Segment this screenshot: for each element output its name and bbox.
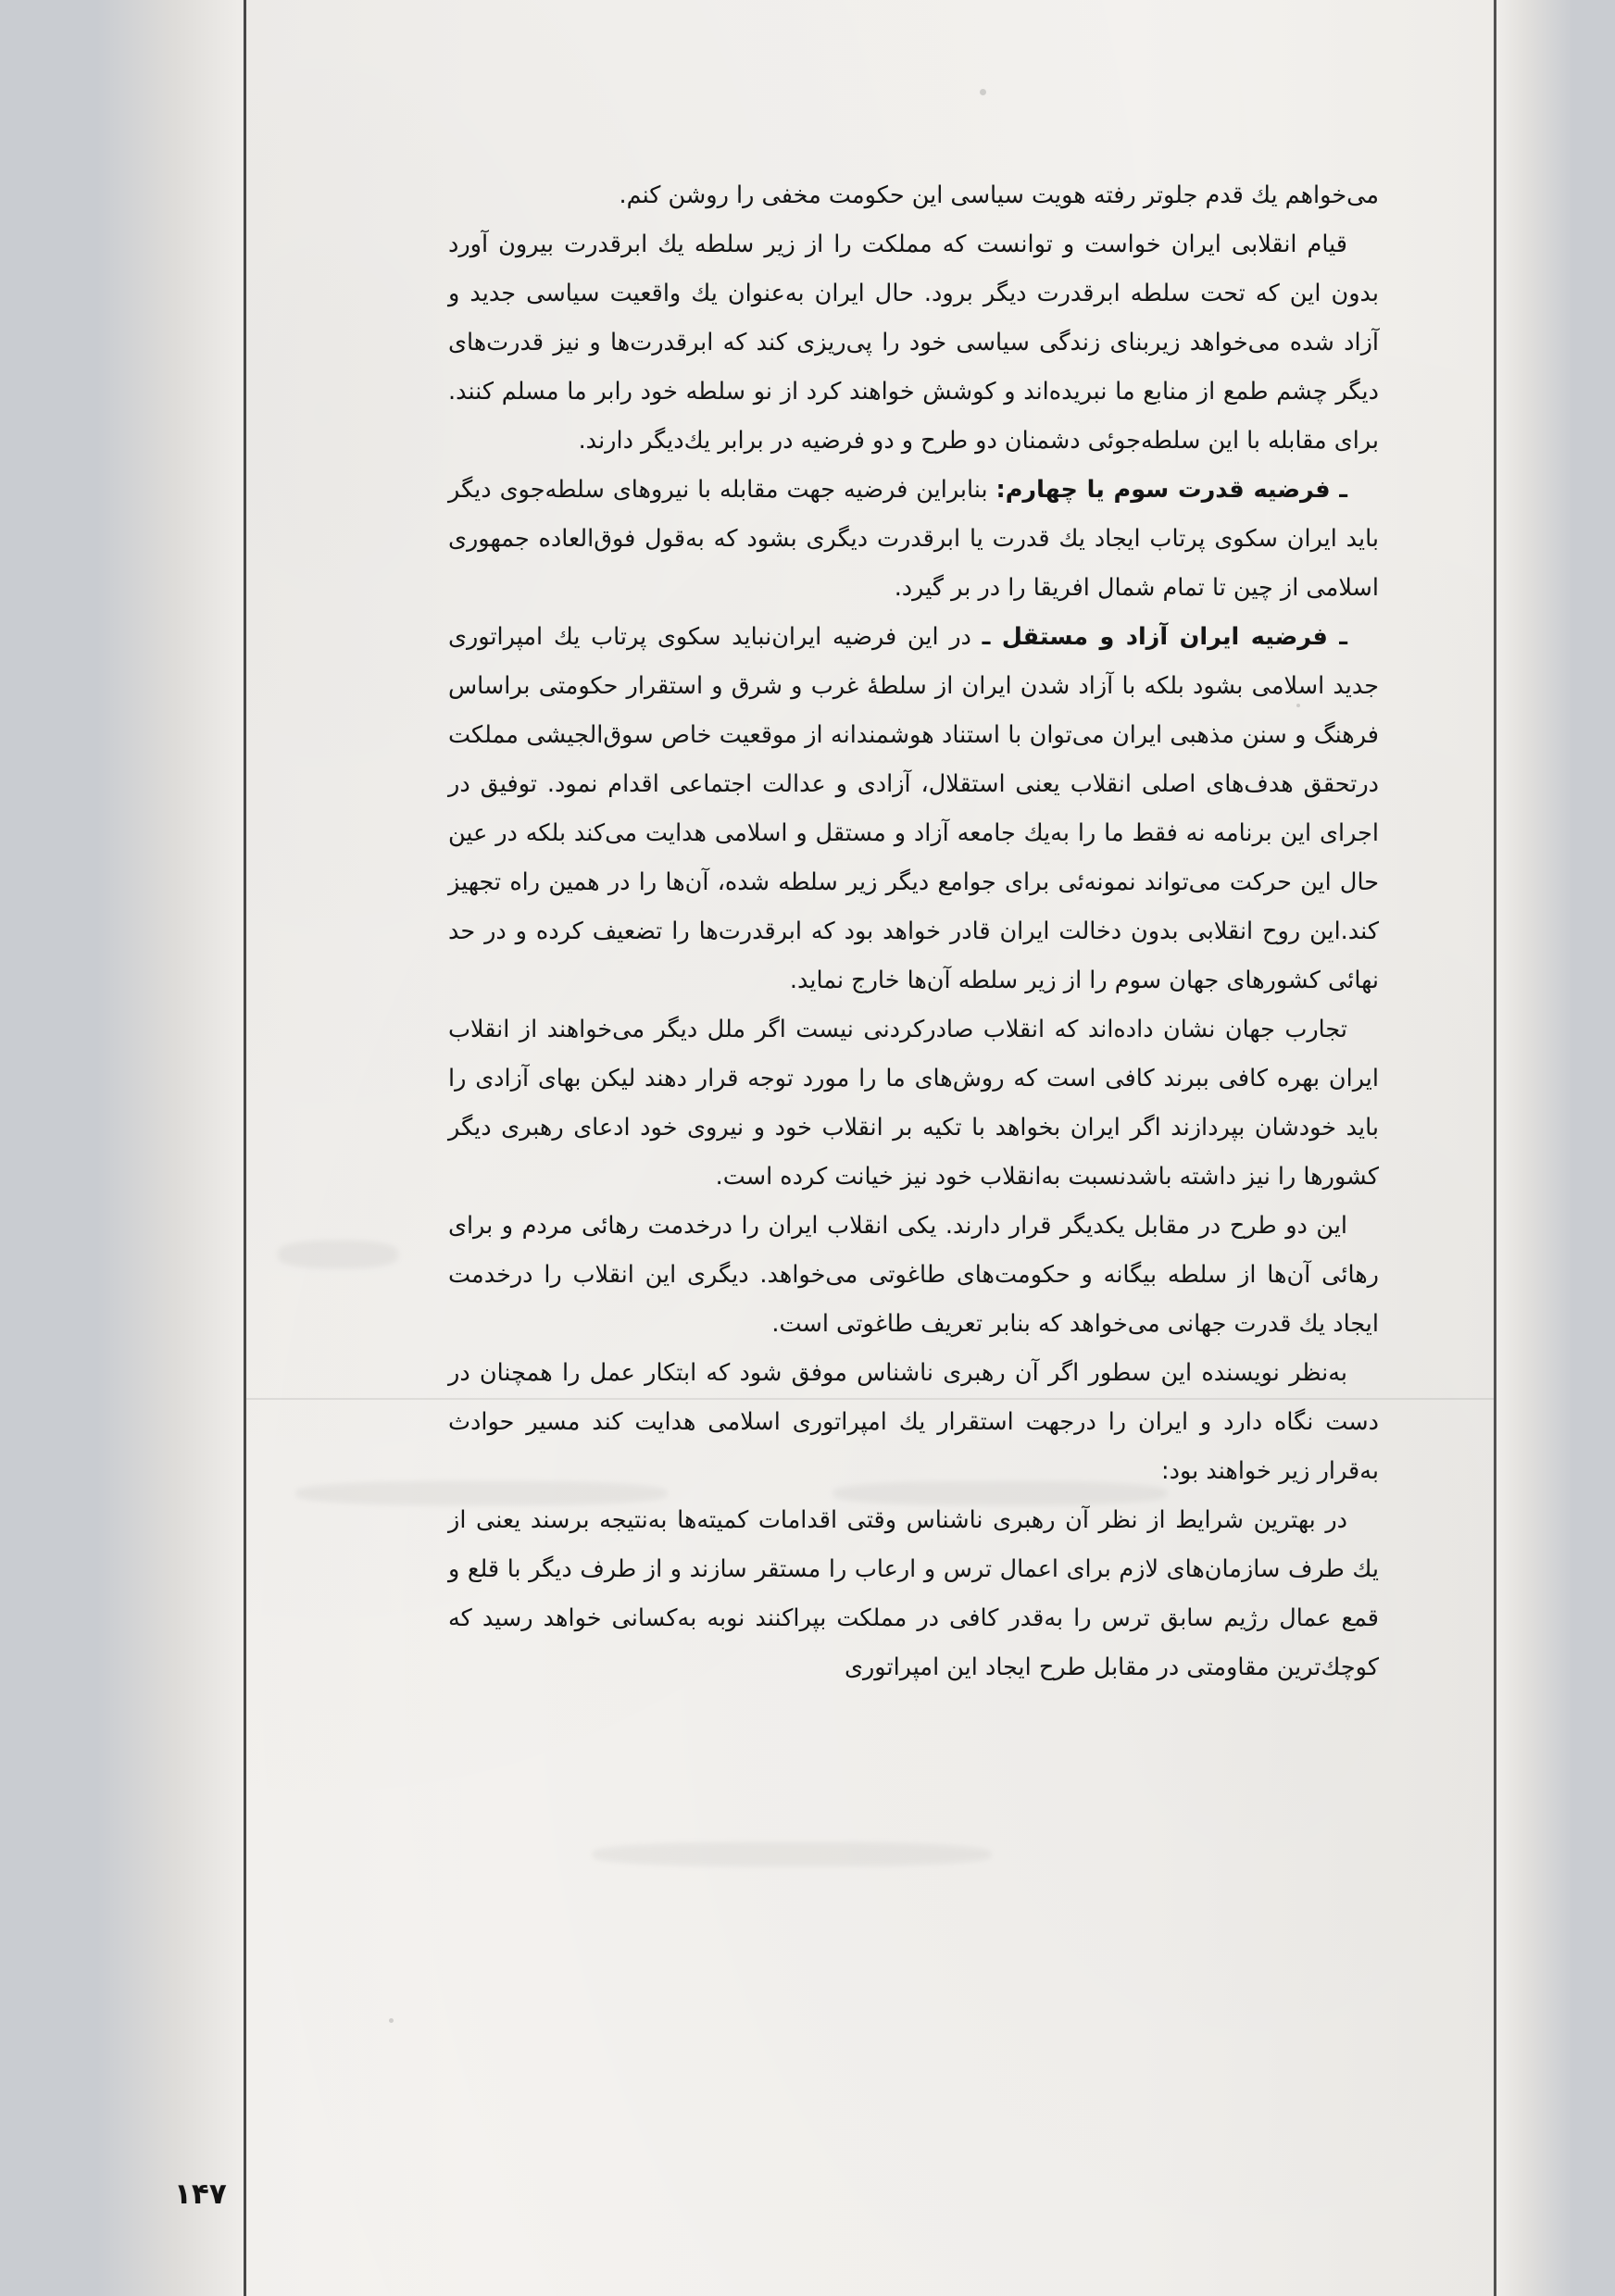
left-gutter bbox=[0, 0, 243, 2296]
paragraph-with-lead bbox=[448, 613, 1379, 1005]
scan-speck bbox=[980, 89, 986, 95]
paragraph: به‌نظر نویسنده این سطور اگر آن رهبری ناشناس موفق شود كه ابتكار عمل را همچنان در دست نگاه دارد و ایران را درجهت استقرار یك امپراتوری اسلامی هدایت كند مسیر حوادث به‌قرار زیر خواهند بود: bbox=[448, 1359, 1379, 1485]
right-vertical-rule bbox=[1494, 0, 1496, 2296]
scan-speck bbox=[389, 2018, 394, 2023]
paragraph: در بهترین شرایط از نظر آن رهبری ناشناس وقتی اقدامات كمیته‌ها به‌نتیجه برسند یعنی از یك طرف سازمان‌های لازم برای اعمال ترس و ارعاب را مستقر سازند و از طرف دیگر با قلع و قمع عمال رژیم سابق ترس را به‌قدر كافی در مملكت بپراكنند نوبه به‌كسانی خواهد رسید كه كوچك‌ترین مقاومتی در مقابل طرح ایجاد این امپراتوری bbox=[448, 1506, 1379, 1681]
paragraph-body: بنابراین فرضیه جهت مقابله با نیروهای سلطه‌جوی دیگر باید ایران سكوی پرتاب ایجاد یك قدرت یا ابرقدرت دیگری بشود كه به‌قول فوق‌العاده جمهوری اسلامی از چین تا تمام شمال افریقا را در بر گیرد. bbox=[448, 476, 1379, 602]
paragraph: می‌خواهم یك قدم جلوتر رفته هویت سیاسی این حكومت مخفی را روشن كنم. bbox=[619, 181, 1379, 209]
paragraph: قیام انقلابی ایران خواست و توانست كه مملكت را از زیر سلطه یك ابرقدرت بیرون آورد بدون این كه تحت سلطه ابرقدرت دیگر برود. حال ایران به‌عنوان یك واقعیت سیاسی جدید و آزاد شده می‌خواهد زیربنای زندگی سیاسی خود را پی‌ریزی كند كه ابرقدرت‌ها و نیز قدرت‌های دیگر چشم طمع از منابع ما نبریده‌اند و كوشش خواهند كرد از نو سلطه خود رابر ما مسلم كنند. برای مقابله با این سلطه‌جوئی دشمنان دو طرح و دو فرضیه در برابر یك‌دیگر دارند. bbox=[448, 231, 1379, 455]
page-number: ۱۴۷ bbox=[174, 2177, 227, 2211]
paragraph-lead: ـ فرضیه ایران آزاد و مستقل ـ bbox=[982, 623, 1347, 651]
paragraph-body: در این فرضیه ایران‌نباید سكوی پرتاب یك امپراتوری جدید اسلامی بشود بلكه با آزاد شدن ایران از سلطهٔ غرب و شرق و استقرار حكومتی براساس فرهنگ و سنن مذهبی ایران می‌توان با استناد هوشمندانه از موقعیت خاص سوق‌الجیشی مملكت درتحقق هدف‌های اصلی انقلاب یعنی استقلال، آزادی و عدالت اجتماعی اقدام نمود. توفیق در اجرای این برنامه نه فقط ما را به‌یك جامعه آزاد و مستقل و اسلامی هدایت می‌كند بلكه در عین حال این حركت می‌تواند نمونه‌ئی برای جوامع دیگر زیر سلطه شده، آن‌ها را در همین راه تجهیز كند.این روح انقلابی بدون دخالت ایران قادر خواهد بود كه ابرقدرت‌ها را تضعیف كرده و در حد نهائی كشورهای جهان سوم را از زیر سلطه آن‌ها خارج نماید. bbox=[448, 623, 1379, 994]
scan-smudge bbox=[278, 1241, 398, 1268]
left-vertical-rule bbox=[244, 0, 246, 2296]
right-gutter bbox=[1495, 0, 1615, 2296]
body-text bbox=[448, 171, 1379, 1692]
paragraph: تجارب جهان نشان داده‌اند كه انقلاب صادركردنی نیست اگر ملل دیگر می‌خواهند از انقلاب ایران بهره كافی ببرند كافی است كه روش‌های ما را مورد توجه قرار دهند لیكن بهای آزادی را باید خودشان بپردازند اگر ایران بخواهد با تكیه بر انقلاب خود و نیروی خود ادعای رهبری دیگر كشورها را نیز داشته باشدنسبت به‌انقلاب خود نیز خیانت كرده است. bbox=[448, 1016, 1379, 1191]
paragraph: این دو طرح در مقابل یكدیگر قرار دارند. یكی انقلاب ایران را درخدمت رهائی مردم و برای رهائی آن‌ها از سلطه بیگانه و حكومت‌های طاغوتی می‌خواهد. دیگری این انقلاب را درخدمت ایجاد یك قدرت جهانی می‌خواهد كه بنابر تعریف طاغوتی است. bbox=[448, 1212, 1379, 1338]
scan-smudge bbox=[593, 1842, 991, 1866]
paragraph-with-lead bbox=[448, 466, 1379, 613]
paragraph-lead: ـ فرضیه قدرت سوم یا چهارم: bbox=[995, 476, 1347, 504]
